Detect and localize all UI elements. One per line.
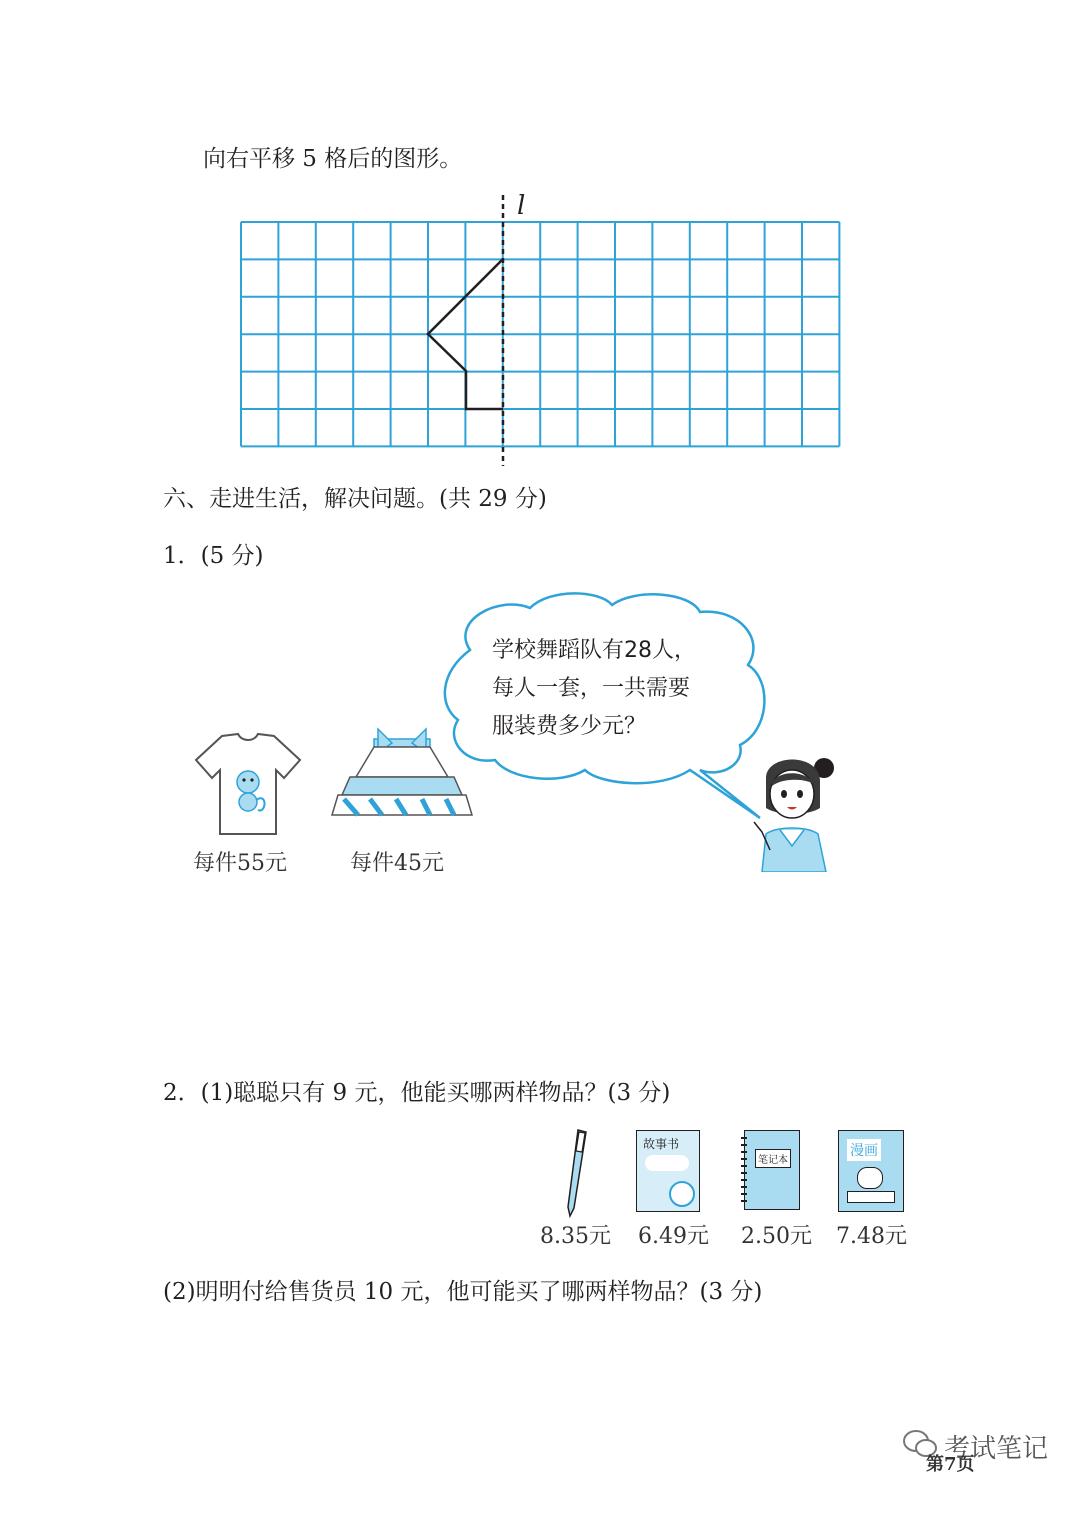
watermark — [900, 1422, 1050, 1475]
storybook-icon — [636, 1130, 700, 1212]
storybook-title: 故事书 — [643, 1137, 680, 1151]
speech-line-3: 服装费多少元？ — [492, 714, 647, 739]
intro-text: 向右平移 5 格后的图形。 — [203, 146, 463, 172]
notebook-icon — [744, 1130, 800, 1210]
notebook-price: 2.50元 — [741, 1224, 812, 1249]
question1-label: 1．(5 分) — [163, 543, 264, 569]
speech-line-2: 每人一套，一共需要 — [492, 676, 691, 701]
speech-line-1: 学校舞蹈队有28人， — [492, 638, 696, 663]
tshirt-icon — [192, 730, 304, 838]
square-grid — [241, 222, 839, 446]
notebook-title: 笔记本 — [755, 1149, 791, 1168]
comic-book-icon — [838, 1130, 904, 1212]
comic-title: 漫画 — [847, 1139, 881, 1161]
page-number: 第7页 — [926, 1454, 975, 1475]
pen-icon — [560, 1128, 590, 1218]
pen-price: 8.35元 — [540, 1224, 611, 1249]
skirt-price: 每件45元 — [350, 851, 444, 876]
girl-illustration — [748, 750, 838, 872]
tshirt-price: 每件55元 — [193, 851, 287, 876]
skirt-icon — [330, 725, 476, 825]
section6-title: 六、走进生活，解决问题。(共 29 分) — [163, 486, 547, 512]
storybook-price: 6.49元 — [638, 1224, 709, 1249]
watermark-text: 考试笔记 — [944, 1434, 1049, 1464]
axis-label: l — [517, 191, 526, 221]
speech-text — [492, 632, 732, 746]
question2-part1: 2．(1)聪聪只有 9 元，他能买哪两样物品？(3 分) — [163, 1080, 671, 1106]
question2-part2: (2)明明付给售货员 10 元，他可能买了哪两样物品？(3 分) — [163, 1279, 763, 1305]
comic-book-price: 7.48元 — [836, 1224, 907, 1249]
grid-figure — [230, 185, 850, 470]
